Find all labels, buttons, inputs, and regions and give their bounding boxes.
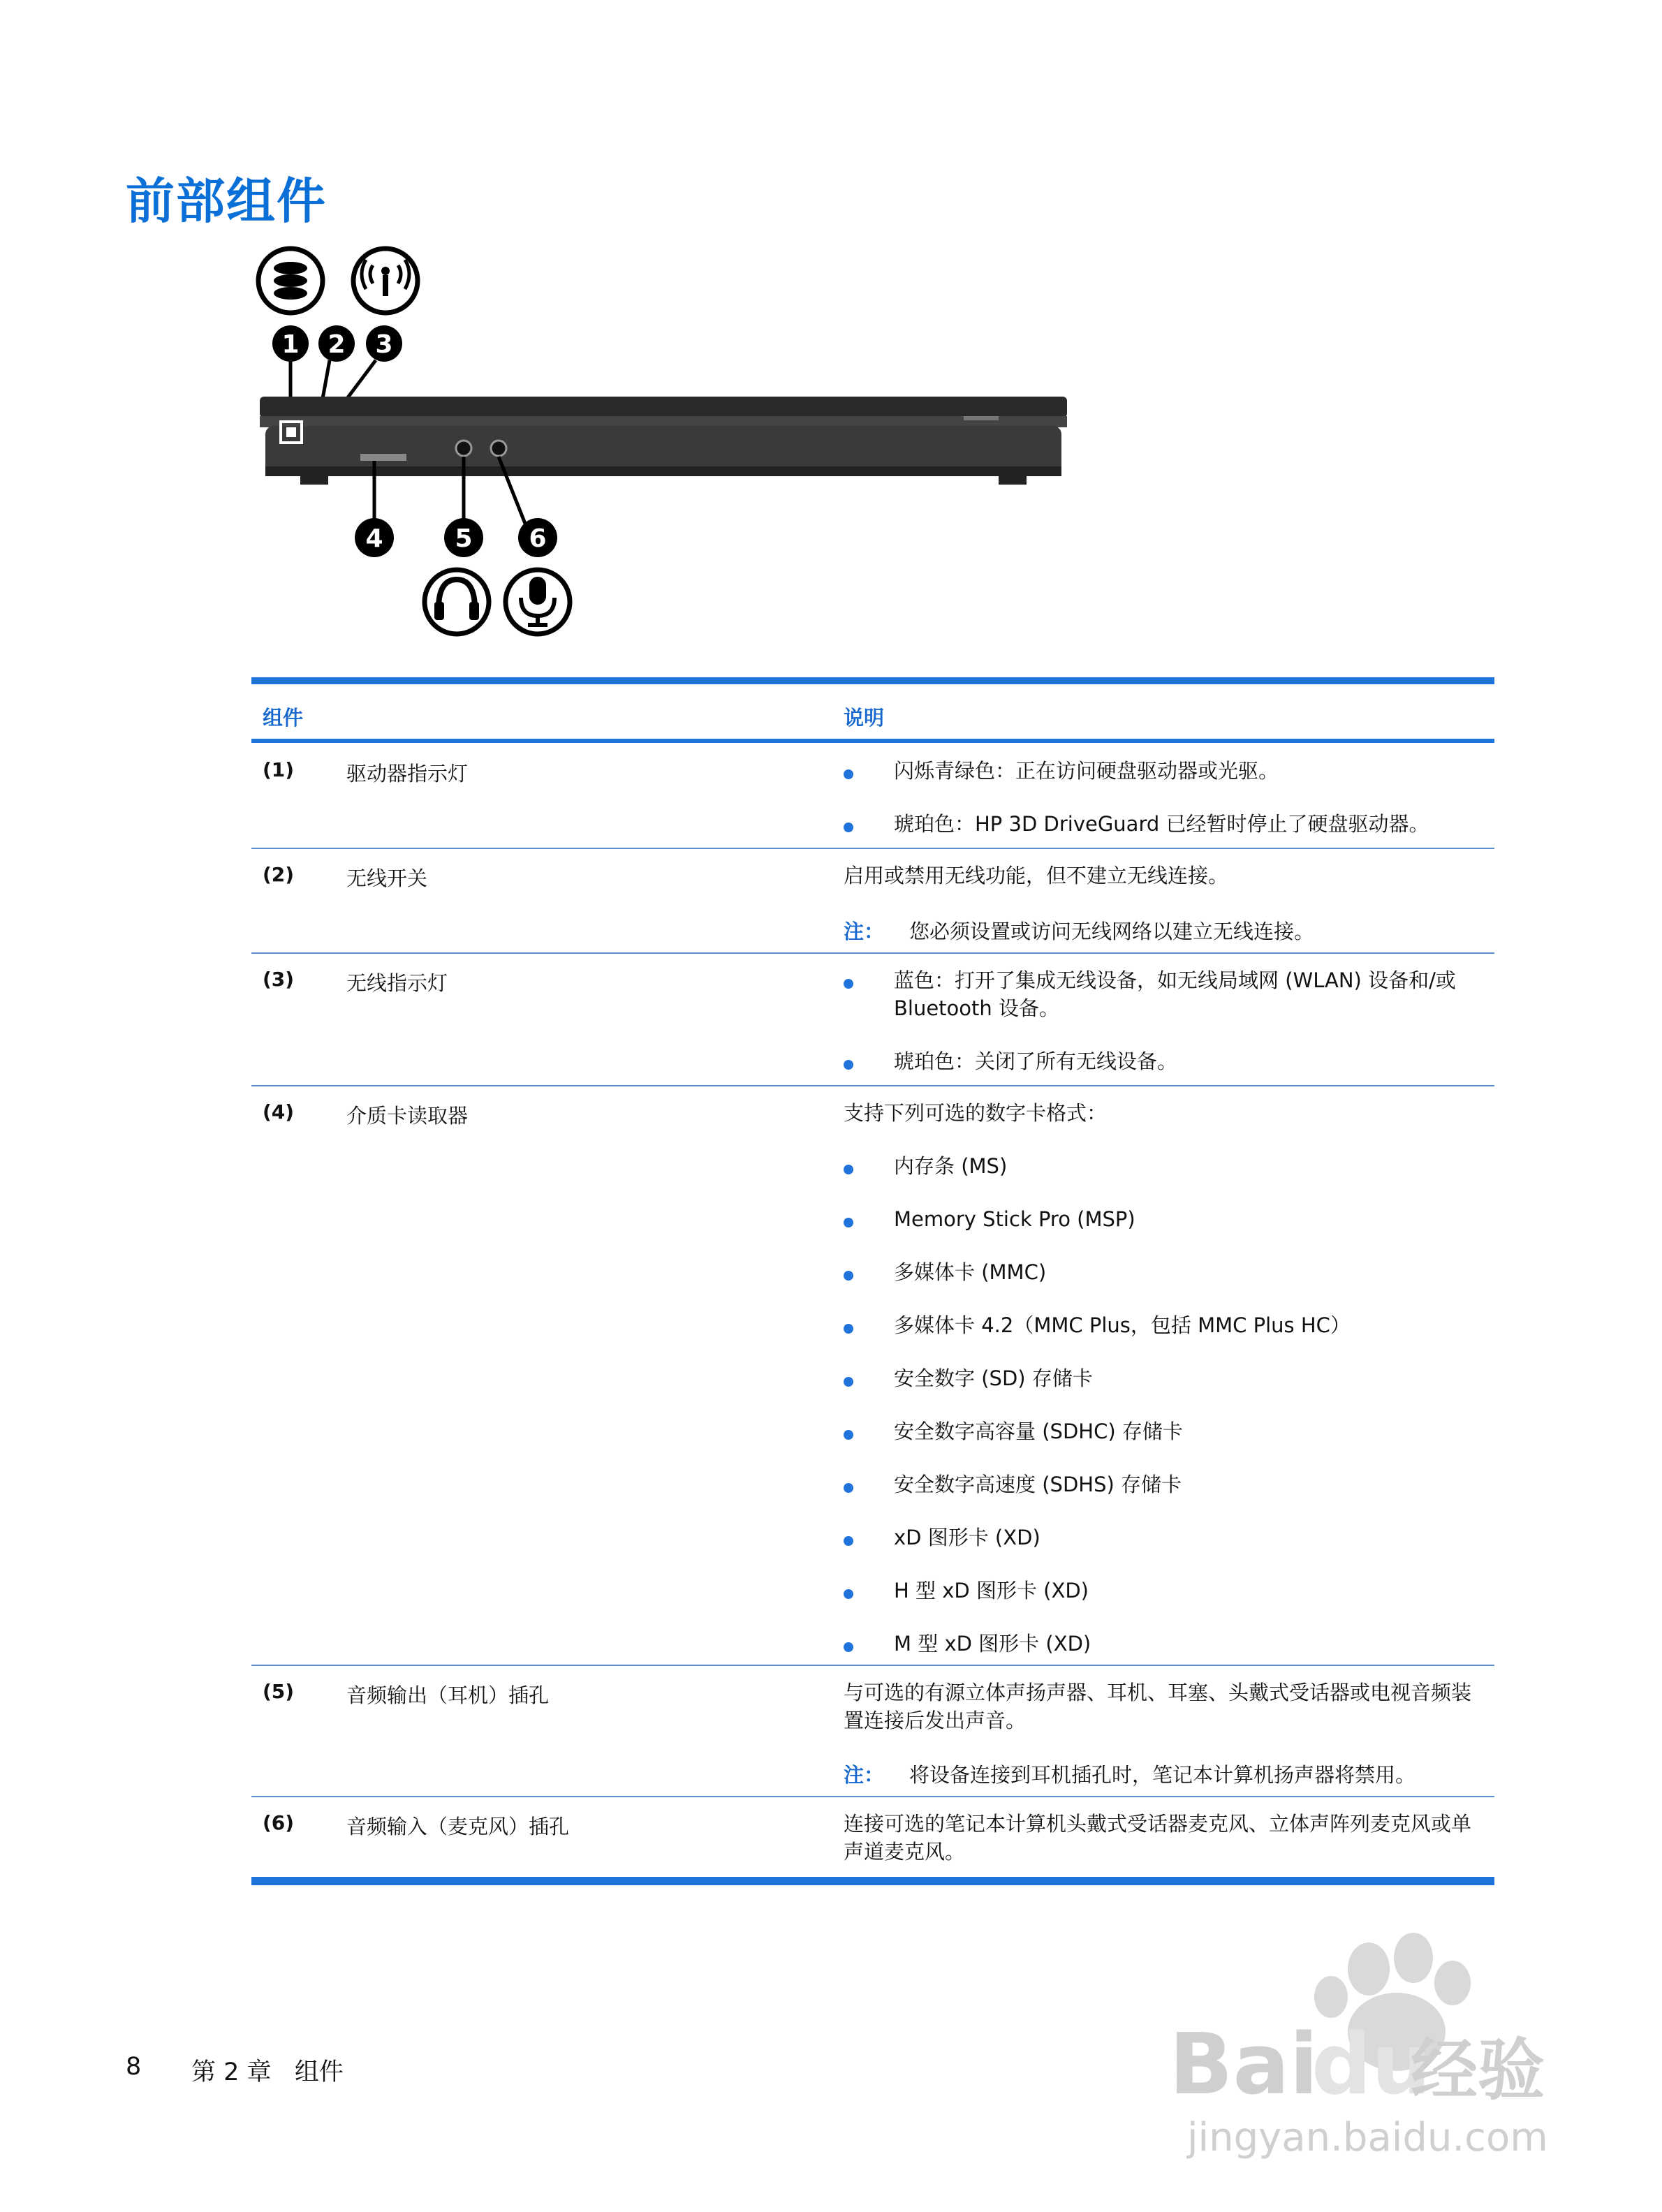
laptop-front-figure (251, 244, 1089, 649)
row-bullet: 安全数字 (SD) 存储卡 (894, 1366, 1093, 1390)
bullet (844, 1430, 853, 1440)
components-table (251, 677, 1494, 1885)
note-text: 将设备连接到耳机插孔时，笔记本计算机扬声器将禁用。 (909, 1763, 1416, 1787)
note-label: 注： (844, 1763, 885, 1787)
note-label: 注： (844, 920, 885, 943)
watermark-brand2: du (1311, 2016, 1432, 2114)
bullet (844, 1483, 853, 1493)
bullet (844, 1218, 853, 1227)
row-bullet: 多媒体卡 4.2（MMC Plus，包括 MMC Plus HC） (894, 1313, 1351, 1337)
row-bullet: 琥珀色：关闭了所有无线设备。 (894, 1049, 1178, 1073)
row-description: 启用或禁用无线功能，但不建立无线连接。 (844, 864, 1229, 887)
bullet (844, 1060, 853, 1070)
row-description: 连接可选的笔记本计算机头戴式受话器麦克风、立体声阵列麦克风或单声道麦克风。 (844, 1812, 1472, 1864)
row-bullet: 多媒体卡 (MMC) (894, 1260, 1047, 1284)
row-bullet: 安全数字高容量 (SDHC) 存储卡 (894, 1420, 1183, 1443)
row-number: (1) (263, 758, 295, 781)
row-number: (5) (263, 1680, 295, 1703)
row-bullet: Memory Stick Pro (MSP) (894, 1207, 1135, 1231)
row-bullet: M 型 xD 图形卡 (XD) (894, 1632, 1091, 1656)
row-number: (4) (263, 1100, 295, 1123)
row-component: 音频输出（耳机）插孔 (346, 1683, 550, 1707)
row-description: 与可选的有源立体声扬声器、耳机、耳塞、头戴式受话器或电视音频装置连接后发出声音。 (844, 1681, 1472, 1732)
row-component: 音频输入（麦克风）插孔 (346, 1815, 570, 1838)
page-number: 8 (126, 2053, 142, 2081)
table-row (251, 1666, 1494, 1797)
table-row (251, 1797, 1494, 1877)
drive-icon (258, 249, 323, 313)
bullet (844, 823, 853, 832)
table-row (251, 1086, 1494, 1666)
note-text: 您必须设置或访问无线网络以建立无线连接。 (909, 920, 1315, 943)
row-component: 驱动器指示灯 (346, 762, 469, 786)
row-description: 支持下列可选的数字卡格式： (844, 1101, 1108, 1125)
table-row (251, 743, 1494, 849)
row-component: 无线开关 (346, 867, 428, 890)
row-component: 无线指示灯 (346, 971, 448, 995)
row-bullet: 内存条 (MS) (894, 1154, 1008, 1178)
watermark-url: jingyan.baidu.com (1187, 2115, 1548, 2160)
row-number: (6) (263, 1811, 295, 1834)
header-component: 组件 (263, 706, 304, 730)
watermark (1159, 1927, 1550, 2165)
callout-1: 1 (281, 330, 300, 359)
callout-3: 3 (375, 330, 393, 359)
row-number: (3) (263, 968, 295, 991)
bullet (844, 769, 853, 779)
row-bullet: 安全数字高速度 (SDHS) 存储卡 (894, 1473, 1182, 1496)
callout-6: 6 (529, 524, 547, 553)
table-row (251, 954, 1494, 1086)
bullet (844, 1271, 853, 1281)
row-bullet: 闪烁青绿色：正在访问硬盘驱动器或光驱。 (894, 759, 1279, 783)
headphones-icon (425, 570, 489, 634)
bullet (844, 1377, 853, 1387)
row-number: (2) (263, 863, 295, 886)
bullet (844, 1642, 853, 1652)
bullet (844, 1589, 853, 1599)
microphone-icon (506, 570, 570, 634)
wireless-icon (353, 249, 418, 313)
row-bullet: H 型 xD 图形卡 (XD) (894, 1579, 1089, 1602)
bullet (844, 1536, 853, 1546)
callout-5: 5 (455, 524, 473, 553)
callout-4: 4 (365, 524, 383, 553)
table-bottom-rule (251, 1877, 1494, 1885)
page-title: 前部组件 (126, 172, 327, 230)
bullet (844, 1165, 853, 1174)
bullet (844, 979, 853, 989)
chapter-label: 第 2 章 组件 (191, 2058, 344, 2086)
callout-2: 2 (328, 330, 346, 359)
table-top-rule (251, 677, 1494, 684)
watermark-cn: 经验 (1411, 2031, 1545, 2109)
row-component: 介质卡读取器 (346, 1104, 469, 1128)
header-description: 说明 (844, 706, 885, 730)
bullet (844, 1324, 853, 1334)
table-header (251, 684, 1494, 739)
row-bullet: 琥珀色：HP 3D DriveGuard 已经暂时停止了硬盘驱动器。 (894, 812, 1429, 836)
table-row (251, 849, 1494, 954)
watermark-brand: Bai (1169, 2016, 1318, 2114)
row-bullet: 蓝色：打开了集成无线设备，如无线局域网 (WLAN) 设备和/或 Bluetooth 设备。 (894, 968, 1456, 1020)
row-bullet: xD 图形卡 (XD) (894, 1526, 1040, 1549)
